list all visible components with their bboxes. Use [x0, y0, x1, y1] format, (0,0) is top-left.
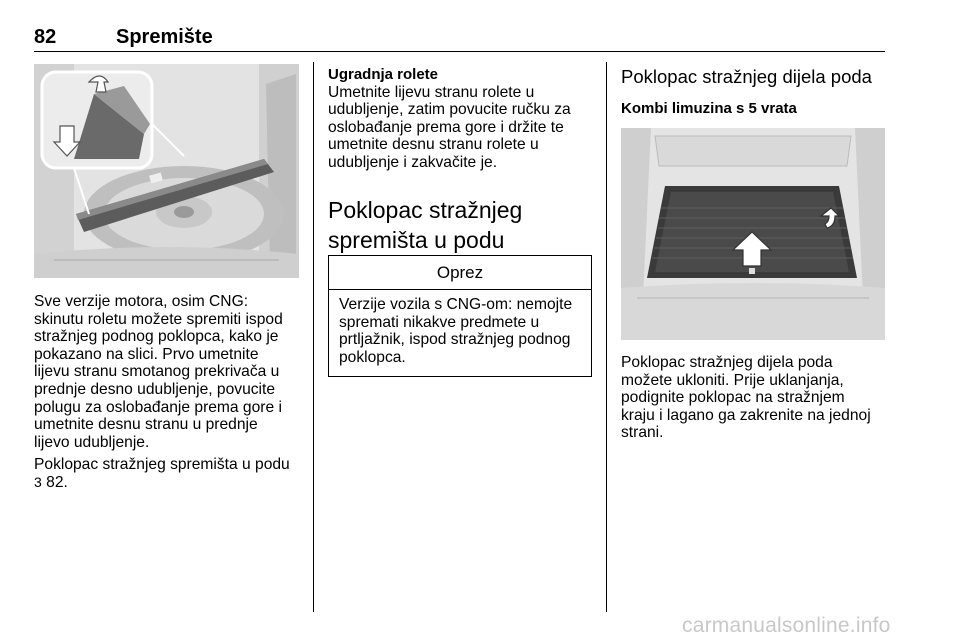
hatchback-subheading: Kombi limuzina s 5 vrata — [621, 100, 797, 117]
heading-line: Poklopac stražnjeg — [328, 197, 523, 223]
paragraph-line: umetnite desnu stranu rolete u — [328, 136, 539, 154]
cargo-cover-rolled-under-floor-illustration — [34, 64, 299, 278]
caution-title: Oprez — [329, 256, 591, 290]
right-column-headings — [621, 66, 886, 118]
paragraph-line: podignite poklopac na stražnjem — [621, 389, 845, 407]
caution-line: poklopca. — [339, 348, 406, 366]
rear-floor-cover-heading: Poklopac stražnjeg dijela poda — [621, 66, 872, 87]
caution-line: Verzije vozila s CNG-om: nemojte — [339, 296, 573, 313]
paragraph-line: lijevu stranu smotanog prekrivača u — [34, 363, 280, 381]
watermark: carmanualsonline.info — [682, 614, 891, 637]
caution-body — [329, 290, 591, 366]
cross-reference-link[interactable] — [34, 474, 302, 492]
section-title: Spremište — [116, 26, 213, 48]
rear-floor-cover-luggage-illustration — [621, 128, 885, 340]
reference-page: 82. — [46, 473, 68, 491]
caution-box — [328, 255, 592, 377]
reference-arrow-icon: 3 — [34, 473, 42, 490]
right-column-text — [621, 354, 889, 442]
paragraph-line: oslobađanje prema gore i držite te — [328, 118, 564, 136]
column-divider-right — [606, 62, 607, 612]
paragraph-line: umetnite desnu stranu u prednje — [34, 416, 258, 434]
paragraph-line: Sve verzije motora, osim CNG: — [34, 293, 249, 310]
paragraph-line: udubljenje i zakvačite je. — [328, 153, 498, 171]
heading-line: spremišta u podu — [328, 227, 505, 253]
paragraph-line: skinutu roletu možete spremiti ispod — [34, 310, 283, 328]
page-header — [34, 26, 885, 52]
paragraph-line: kraju i lagano ga zakrenite na jednoj — [621, 406, 871, 424]
paragraph-line: polugu za oslobađanje prema gore i — [34, 398, 282, 416]
paragraph-line: Umetnite lijevu stranu rolete u — [328, 83, 535, 101]
floor-cover-heading — [328, 195, 593, 255]
column-divider-left — [313, 62, 314, 612]
paragraph-line: prednje desno udubljenje, povucite — [34, 380, 276, 398]
left-column-text — [34, 293, 302, 492]
installation-subheading: Ugradnja rolete — [328, 66, 439, 83]
paragraph-line: lijevo udubljenje. — [34, 433, 150, 451]
caution-line: prtljažnik, ispod stražnjeg podnog — [339, 331, 571, 349]
rear-floor-cover-figure — [621, 128, 885, 340]
paragraph-line: strani. — [621, 424, 664, 442]
cross-reference-text: Poklopac stražnjeg spremišta u podu — [34, 456, 290, 474]
paragraph-line: pokazano na slici. Prvo umetnite — [34, 345, 259, 363]
cargo-cover-figure — [34, 64, 299, 278]
paragraph-line: možete ukloniti. Prije uklanjanja, — [621, 371, 844, 389]
paragraph-line: Poklopac stražnjeg dijela poda — [621, 354, 833, 371]
middle-column-text — [328, 66, 593, 172]
page-number: 82 — [34, 26, 57, 48]
paragraph-line: udubljenje, zatim povucite ručku za — [328, 101, 571, 119]
paragraph-line: stražnjeg podnog poklopca, kako je — [34, 328, 279, 346]
caution-line: spremati nikakve predmete u — [339, 313, 540, 331]
